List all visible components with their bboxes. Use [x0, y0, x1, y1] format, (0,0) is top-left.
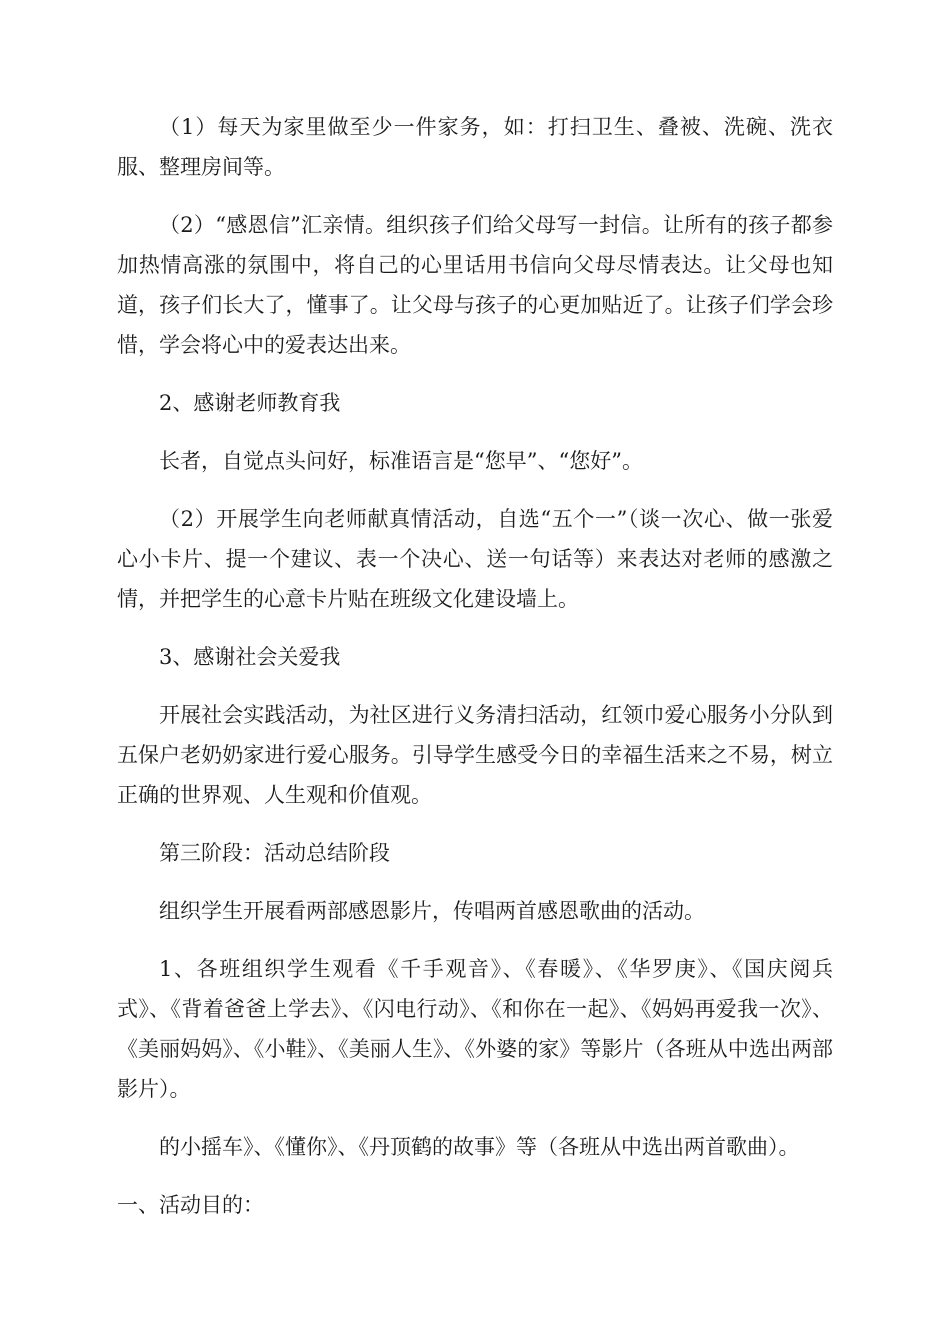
heading-thank-society: 3、感谢社会关爱我: [159, 645, 341, 669]
paragraph-five-ones-activity: （2）开展学生向老师献真情活动，自选“五个一”（谈一次心、做一张爱心小卡片、提一个建议、表一个决心、送一句话等）来表达对老师的感激之情，并把学生的心意卡片贴在班级文化建设墙上。: [117, 507, 833, 611]
paragraph-social-practice: 开展社会实践活动，为社区进行义务清扫活动，红领巾爱心服务小分队到五保户老奶奶家进行爱心服务。引导学生感受今日的幸福生活来之不易，树立正确的世界观、人生观和价值观。: [117, 703, 833, 807]
paragraph-song-list: 的小摇车》、《懂你》、《丹顶鹤的故事》等（各班从中选出两首歌曲）。: [159, 1135, 800, 1159]
document-page: [117, 107, 833, 1243]
heading-thank-teachers: 2、感谢老师教育我: [159, 391, 341, 415]
heading-activity-purpose: 一、活动目的：: [117, 1193, 264, 1217]
paragraph-greeting-elders: 长者，自觉点头问好，标准语言是“您早”、“您好”。: [159, 449, 643, 473]
paragraph-films-and-songs: 组织学生开展看两部感恩影片，传唱两首感恩歌曲的活动。: [159, 899, 705, 923]
paragraph-thank-you-letter: （2）“感恩信”汇亲情。组织孩子们给父母写一封信。让所有的孩子都参加热情高涨的氛围中，将自己的心里话用书信向父母尽情表达。让父母也知道，孩子们长大了，懂事了。让父母与孩子的心更加贴近了。让孩子们学会珍惜，学会将心中的爱表达出来。: [117, 213, 833, 357]
paragraph-chores: （1）每天为家里做至少一件家务，如：打扫卫生、叠被、洗碗、洗衣服、整理房间等。: [117, 115, 833, 179]
paragraph-film-list: 1、各班组织学生观看《千手观音》、《春暖》、《华罗庚》、《国庆阅兵式》、《背着爸爸上学去》、《闪电行动》、《和你在一起》、《妈妈再爱我一次》、《美丽妈妈》、《小鞋》、《美丽人生》、《外婆的家》等影片（各班从中选出两部影片）。: [117, 957, 833, 1101]
heading-stage-three: 第三阶段：活动总结阶段: [159, 841, 390, 865]
